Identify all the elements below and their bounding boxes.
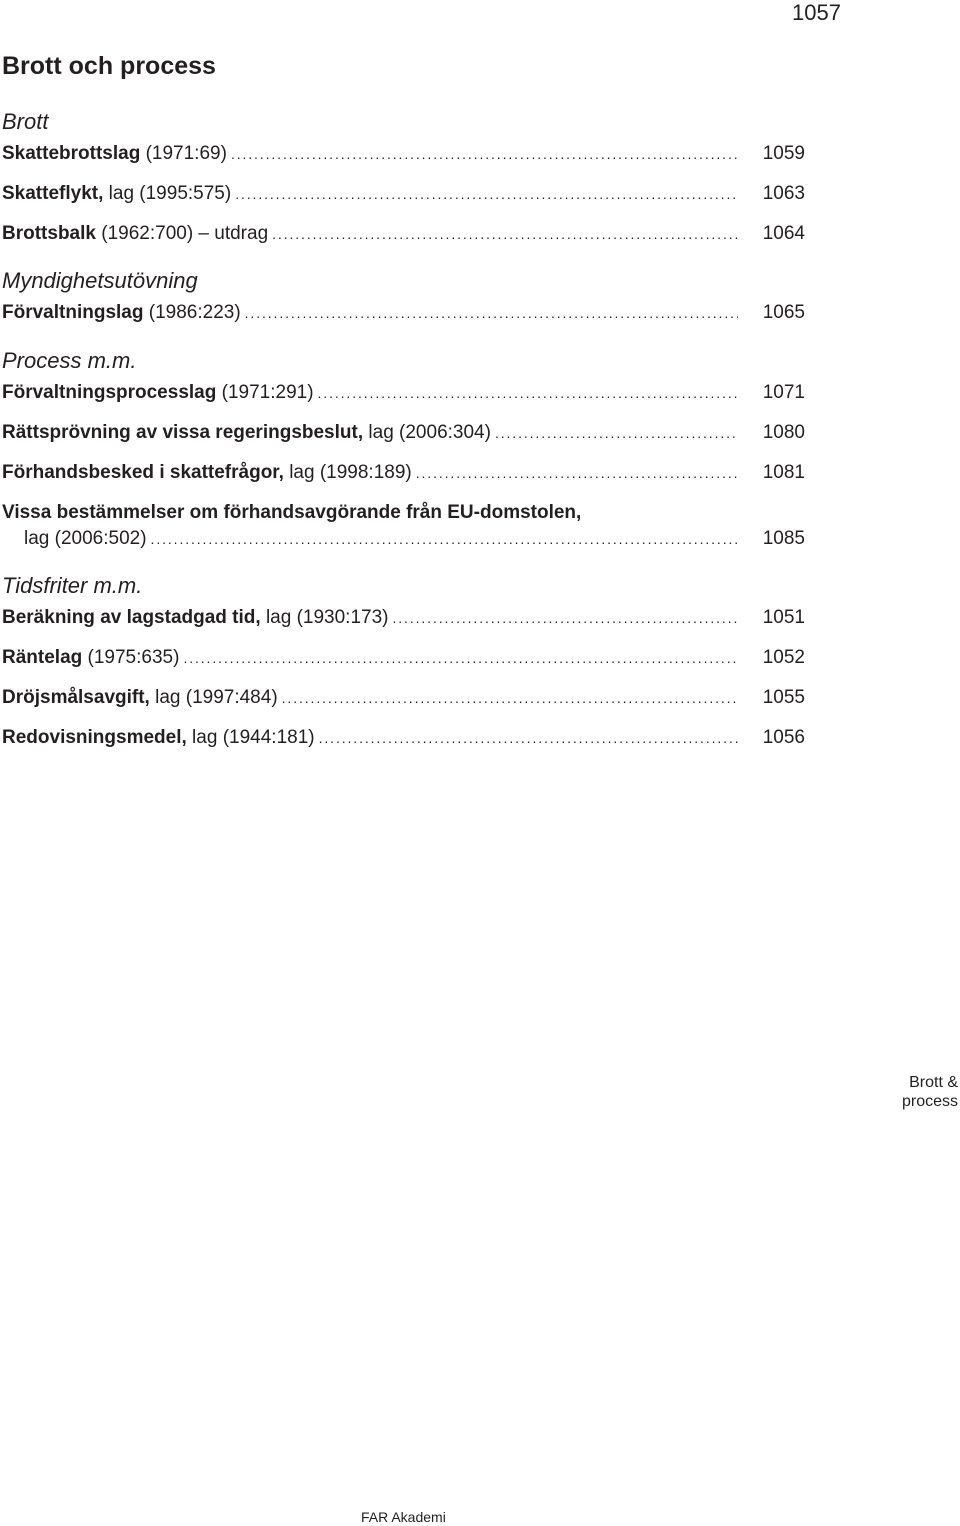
entry-page-number: 1056 <box>762 727 805 748</box>
entry-detail: lag (2006:502) <box>24 528 147 549</box>
entry-page-number: 1085 <box>762 528 805 549</box>
entry-title: Beräkning av lagstadgad tid, <box>2 607 261 628</box>
toc-entry[interactable] <box>2 460 805 486</box>
page-number: 1057 <box>792 0 841 25</box>
entry-title: Skattebrottslag <box>2 143 141 164</box>
entry-detail: lag (2006:304) <box>363 422 491 443</box>
entry-page-number: 1052 <box>762 647 805 668</box>
entry-title: Dröjsmålsavgift, <box>2 687 150 708</box>
toc-entry[interactable] <box>2 141 805 167</box>
section-heading-brott: Brott <box>2 109 49 134</box>
dot-leader <box>151 526 738 552</box>
entry-detail: (1986:223) <box>143 302 241 323</box>
entry-detail: lag (1997:484) <box>149 687 278 708</box>
entry-title: Redovisningsmedel, <box>2 727 187 748</box>
entry-title: Vissa bestämmelser om förhandsavgörande från EU-domstolen, <box>2 502 582 523</box>
dot-leader <box>282 685 738 711</box>
entry-detail: lag (1998:189) <box>283 462 412 483</box>
entry-detail: lag (1944:181) <box>186 727 315 748</box>
entry-page-number: 1080 <box>762 422 805 443</box>
entry-page-number: 1065 <box>762 302 805 323</box>
dot-leader <box>272 221 738 247</box>
dot-leader <box>318 380 738 406</box>
side-tab <box>902 1073 958 1111</box>
toc-entry[interactable] <box>2 221 805 247</box>
toc-entry[interactable] <box>2 685 805 711</box>
side-tab-line: process <box>901 1093 958 1110</box>
dot-leader <box>393 605 739 631</box>
entry-detail: (1975:635) <box>82 647 180 668</box>
entry-page-number: 1081 <box>762 462 805 483</box>
entry-page-number: 1064 <box>762 223 805 244</box>
toc-entry[interactable] <box>2 420 805 446</box>
entry-detail: (1971:69) <box>140 143 227 164</box>
section-heading-process: Process m.m. <box>2 348 137 373</box>
entry-title: Brottsbalk <box>2 223 96 244</box>
dot-leader <box>495 420 738 446</box>
dot-leader <box>319 725 738 751</box>
entry-detail: (1971:291) <box>216 382 314 403</box>
dot-leader <box>235 181 738 207</box>
entry-page-number: 1051 <box>762 607 805 628</box>
entry-title: Räntelag <box>2 647 83 668</box>
entry-page-number: 1059 <box>762 143 805 164</box>
entry-title: Förhandsbesked i skattefrågor, <box>2 462 284 483</box>
dot-leader <box>245 300 738 326</box>
toc-entry[interactable] <box>2 725 805 751</box>
footer-publisher: FAR Akademi <box>361 1509 446 1525</box>
section-heading-myndighetsutovning: Myndighetsutövning <box>2 268 198 293</box>
entry-detail: lag (1995:575) <box>103 183 232 204</box>
entry-title: Förvaltningsprocesslag <box>2 382 217 403</box>
toc-entry[interactable] <box>2 645 805 671</box>
toc-entry[interactable] <box>2 300 805 326</box>
section-heading-tidsfriter: Tidsfriter m.m. <box>2 573 143 598</box>
side-tab-line: Brott & <box>909 1074 958 1091</box>
entry-detail: lag (1930:173) <box>260 607 389 628</box>
entry-page-number: 1055 <box>762 687 805 708</box>
entry-detail: (1962:700) – utdrag <box>95 223 269 244</box>
toc-entry[interactable] <box>2 500 805 552</box>
toc-entry[interactable] <box>2 605 805 631</box>
toc-entry[interactable] <box>2 181 805 207</box>
entry-title: Rättsprövning av vissa regeringsbeslut, <box>2 422 364 443</box>
entry-title: Förvaltningslag <box>2 302 144 323</box>
entry-page-number: 1071 <box>762 382 805 403</box>
dot-leader <box>416 460 738 486</box>
entry-title: Skatteflykt, <box>2 183 104 204</box>
dot-leader <box>231 141 738 167</box>
entry-page-number: 1063 <box>762 183 805 204</box>
dot-leader <box>183 645 738 671</box>
page-title: Brott och process <box>2 52 216 80</box>
toc-entry[interactable] <box>2 380 805 406</box>
